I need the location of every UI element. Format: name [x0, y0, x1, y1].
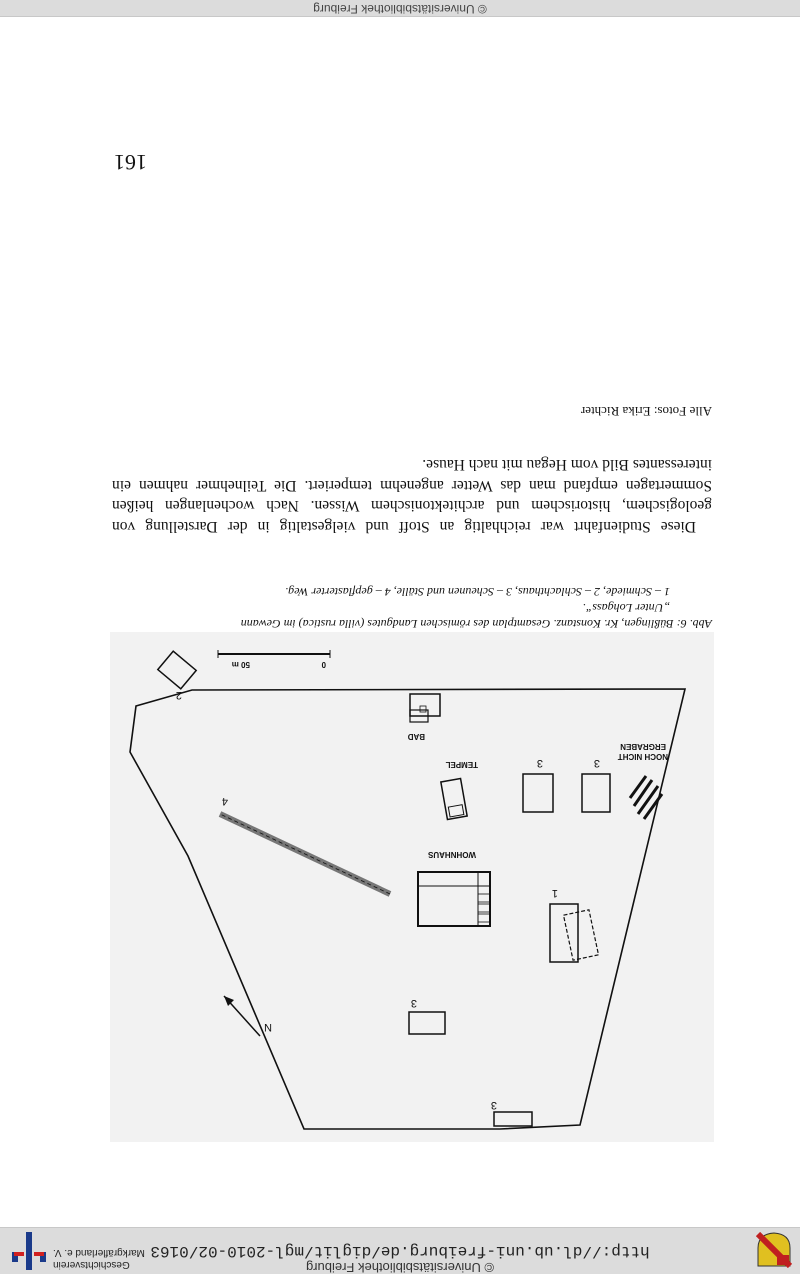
building-1: [550, 904, 598, 962]
ub-logo-icon: [10, 1232, 48, 1270]
unexcavated-hatch: [630, 776, 662, 819]
scale-fifty-label: 50 m: [231, 660, 250, 669]
building-bad: [410, 694, 440, 722]
label-noch-nicht: NOCH NICHT: [617, 752, 668, 761]
label-bad: BAD: [407, 732, 425, 741]
figure-caption: Abb. 6: Büßlingen, Kr. Konstanz. Gesamtplan des römischen Landgutes (villa rustica) im Gewann „Unter Lohgass“. 1 – Schmiede, 2 – Schlachthaus, 3 – Scheunen und Ställe, 4 – gepflasterter Weg.: [240, 585, 712, 631]
site-plan-figure: [110, 632, 714, 1142]
permalink-url[interactable]: http://dl.ub.uni-freiburg.de/diglit/mgl-2010-02/0163: [150, 1242, 650, 1260]
library-copyright: © Universitätsbibliothek Freiburg: [305, 1260, 495, 1275]
label-3a: 3: [536, 757, 543, 769]
building-3d: [494, 1112, 532, 1126]
photo-credit: Alle Fotos: Erika Richter: [580, 404, 712, 419]
label-1: 1: [551, 887, 558, 899]
page-number: 161: [114, 150, 147, 175]
building-3a: [523, 774, 553, 812]
building-3b: [582, 774, 610, 812]
coat-of-arms-icon: [756, 1232, 792, 1268]
viewer-footer: [0, 0, 800, 17]
body-paragraph: Diese Studienfahrt war reichhaltig an Stoff und vielgestaltig in der Darstellung von geologischem, historischem und architektonischem Wissen. Nach wochenlangen heißen Sommertagen empfand man das Wetter angenehm temperiert. Die Teilnehmer nahmen ein interessantes Bild vom Hegau mit nach Hause.: [112, 456, 712, 535]
north-arrow-icon: [224, 996, 260, 1036]
label-3b: 3: [593, 757, 600, 769]
building-2: [158, 651, 196, 689]
scale-zero-label: 0: [321, 660, 326, 669]
label-wohnhaus: WOHNHAUS: [428, 850, 476, 859]
label-2: 2: [175, 689, 182, 701]
label-4: 4: [221, 795, 228, 807]
scale-bar: [218, 650, 330, 669]
label-tempel: TEMPEL: [445, 760, 478, 769]
viewer-header: [0, 1227, 800, 1274]
footer-library: © Universitätsbibliothek Freiburg: [313, 2, 487, 16]
site-plan-drawing: [110, 632, 714, 1142]
label-3d: 3: [490, 1099, 497, 1111]
site-boundary-outline: [130, 689, 685, 1129]
building-tempel: [441, 779, 467, 820]
association-name: Geschichtsverein Markgräflerland e. V.: [53, 1247, 145, 1270]
building-3c: [409, 1012, 445, 1034]
north-label: N: [264, 1021, 272, 1033]
building-wohnhaus: [418, 872, 490, 926]
label-3c: 3: [410, 997, 417, 1009]
label-ergraben: ERGRABEN: [620, 742, 666, 751]
